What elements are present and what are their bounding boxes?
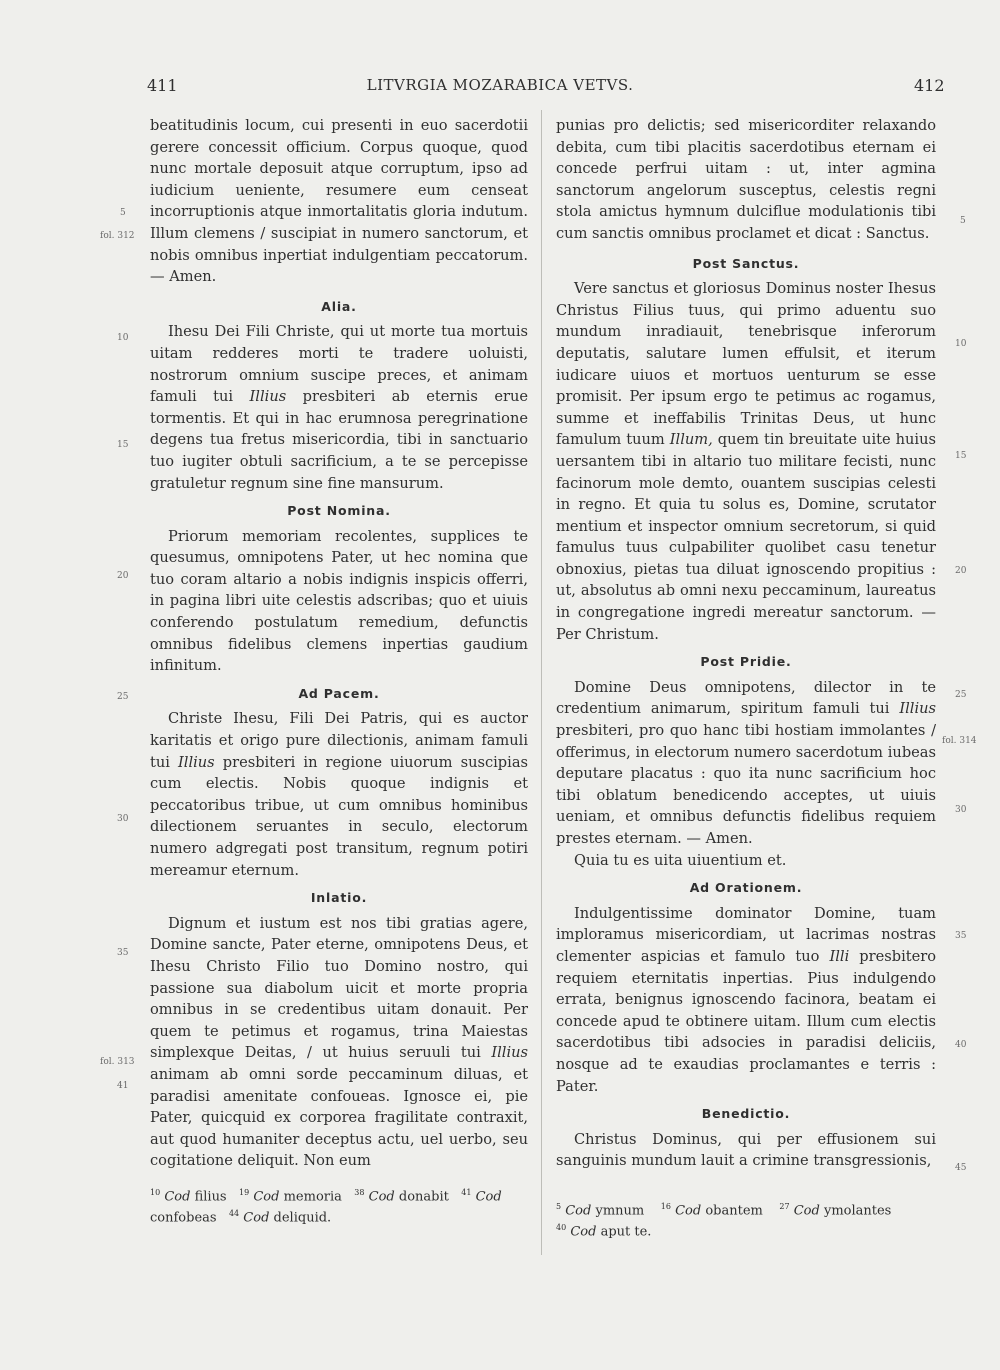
heading-alia: Alia. [321, 298, 357, 314]
paragraph-alia: Ihesu Dei Fili Christe, qui ut morte tua mortuis uitam redderes morti te tradere uoluisti, nostrorum omnium suscipe preces, et animam famuli tui Illius presbiteri ab eternis erue tormentis. Et qui in hac erumnosa peregrinatione degens tua fretus misericordia, tibi in sanctuario tuo iugiter obtuli sacrificium, a te se percepisse gratuletur regnum sine fine mansurum. [150, 323, 529, 492]
paragraph-post-pridie: Domine Deus omnipotens, dilector in te credentium animarum, spiritum famuli tui Illius presbiteri, pro quo hanc tibi hostiam immolantes / offerimus, in electorum numero sacerdotum iubeas deputare placatus : quo ita nunc sacrificium hoc tibi oblatum benedicendo acceptes, ut uiuis ueniam, et omnibus defunctis fidelibus requiem prestes eternam. — Amen. [556, 678, 937, 847]
paragraph-quia: Quia tu es uita uiuentium et. [574, 851, 787, 869]
line-number: 45 [955, 1163, 967, 1173]
line-number: 5 [120, 208, 126, 218]
heading-ad-pacem: Ad Pacem. [298, 685, 380, 701]
paragraph-post-nomina: Priorum memoriam recolentes, supplices te quesumus, omnipotens Pater, ut hec nomina que tuo coram altario a nobis indignis inspicis offerri, in pagina libri uite celestis adscribas; quo et uiuis conferendo postulatum remedium, defunctis omnibus fidelibus clemens inpertias gaudium infinitum. [150, 527, 528, 675]
paragraph-ad-pacem: Christe Ihesu, Fili Dei Patris, qui es auctor karitatis et origo pure dilectionis, animam famuli tui Illius presbiteri in regione uiuorum suscipias cum electis. Nobis quoque indignis et peccatoribus tribue, ut cum omnibus hominibus dilectionem seruantes in seculo, electorum numero adgregati post transitum, regnum potiri mereamur eternum. [150, 710, 529, 879]
paragraph: beatitudinis locum, cui presenti in euo sacerdotii gerere concessit officium. Corpus quoque, quod nunc mortale deposuit atque corruptum, ipso ad iudicium ueniente, resumere eum censeat incorruptionis atque inmortalitatis gloria indutum. Illum clemens / suscipiat in numero sanctorum, et nobis omnibus inpertiat indulgentiam peccatorum. — Amen. [150, 117, 528, 286]
line-number: 10 [955, 339, 967, 349]
running-header [0, 76, 1000, 102]
heading-post-sanctus: Post Sanctus. [692, 255, 800, 271]
right-column [556, 115, 936, 1172]
line-number: 40 [955, 1040, 967, 1050]
line-number: 30 [117, 814, 129, 824]
heading-benedictio: Benedictio. [701, 1106, 791, 1122]
column-divider [541, 110, 542, 1255]
folio-marker: fol. 313 [100, 1057, 135, 1067]
heading-inlatio: Inlatio. [310, 890, 368, 906]
folio-marker: fol. 314 [942, 736, 977, 746]
paragraph-post-sanctus: Vere sanctus et gloriosus Dominus noster Ihesus Christus Filius tuus, qui primo aduentu suo mundum inradiauit, tenebrisque inferorum deputatis, salutare lumen effulsit, et iterum iudicare uiuos et mortuos uenturum se esse promisit. Per ipsum ergo te petimus ac rogamus, summe et ineffabilis Trinitas Deus, ut hunc famulum tuum Illum, quem tin breuitate uite huius uersantem tibi in altario tuo militare fecisti, nunc facinorum mole demto, ouantem suscipias celesti in regno. Et quia tu solus es, Domine, scrutator mentium et inspector omnium secretorum, si quid famulus tuus culpabiliter quolibet casu tenetur obnoxius, pietas tua diluat ignoscendo propitius : ut, absolutus ab omni nexu peccaminum, laureatus in congregatione ingredi mereatur sanctorum. — Per Christum. [556, 280, 936, 643]
running-title: LITVRGIA MOZARABICA VETVS. [366, 76, 634, 94]
paragraph-benedictio: Christus Dominus, qui per effusionem sui sanguinis mundum lauit a crimine transgressionis, [556, 1130, 936, 1170]
page-number-left: 411 [147, 76, 178, 95]
line-number: 25 [955, 690, 967, 700]
paragraph-inlatio: Dignum et iustum est nos tibi gratias agere, Domine sancte, Pater eterne, omnipotens Deus, et Ihesu Christo Filio tuo Domino nostro, qui passione sua diabolum uicit et morte propria omnibus in se credentibus uitam donauit. Per quem te petimus et rogamus, trina Maiestas simplexque Deitas, / ut huius seruuli tui Illius animam ab omni sorde peccaminum diluas, et paradisi amenitate confoueas. Ignosce ei, pie Pater, quicquid ex corporea fragilitate contraxit, aut quod humaniter deceptus actu, uel uerbo, seu cogitatione deliquit. Non eum [150, 914, 528, 1170]
line-number: 35 [955, 931, 967, 941]
paragraph-ad-orationem: Indulgentissime dominator Domine, tuam imploramus misericordiam, ut lacrimas nostras clementer aspicias et famulo tuo Illi presbitero requiem eternitatis inpertias. Pius indulgendo errata, benignus ignoscendo facinora, beatam ei concede apud te obtinere uitam. Illum cum electis sacerdotibus tibi adsocies in paradisi deliciis, nosque ad te exaudias proclamantes e terris : Pater. [556, 904, 936, 1095]
heading-ad-orationem: Ad Orationem. [689, 880, 803, 896]
line-number: 20 [955, 566, 967, 576]
line-number: 15 [955, 451, 967, 461]
heading-post-nomina: Post Nomina. [287, 503, 391, 519]
line-number: 10 [117, 333, 129, 343]
paragraph: punias pro delictis; sed misericorditer relaxando debita, cum tibi placitis sacerdotibus eternam ei concede perfrui uitam : ut, inter agmina sanctorum angelorum susceptus, celestis regni stola amictus hymnum dulciflue modulationis tibi cum sanctis omnibus proclamet et dicat : Sanctus. [556, 117, 936, 242]
line-number: 30 [955, 805, 967, 815]
line-number: 15 [117, 440, 129, 450]
line-number: 20 [117, 571, 129, 581]
line-number: 5 [960, 216, 966, 226]
left-column [150, 115, 528, 1172]
line-number: 35 [117, 948, 129, 958]
heading-post-pridie: Post Pridie. [700, 654, 792, 670]
folio-marker: fol. 312 [100, 231, 135, 241]
page-number-right: 412 [914, 76, 945, 95]
footnotes-right: $^5$ Cod ymnum $^{16}$ Cod obantem $^{27}$ Cod ymolantes $^{40}$ Cod aput te. [556, 1202, 892, 1240]
line-number: 25 [117, 692, 129, 702]
line-number: 41 [117, 1081, 129, 1091]
footnotes-left: $^{10}$ Cod filius $^{19}$ Cod memoria $^{38}$ Cod donabit $^{41}$ Cod confobeas $^{44}$ Cod deliquid. [150, 1188, 502, 1226]
